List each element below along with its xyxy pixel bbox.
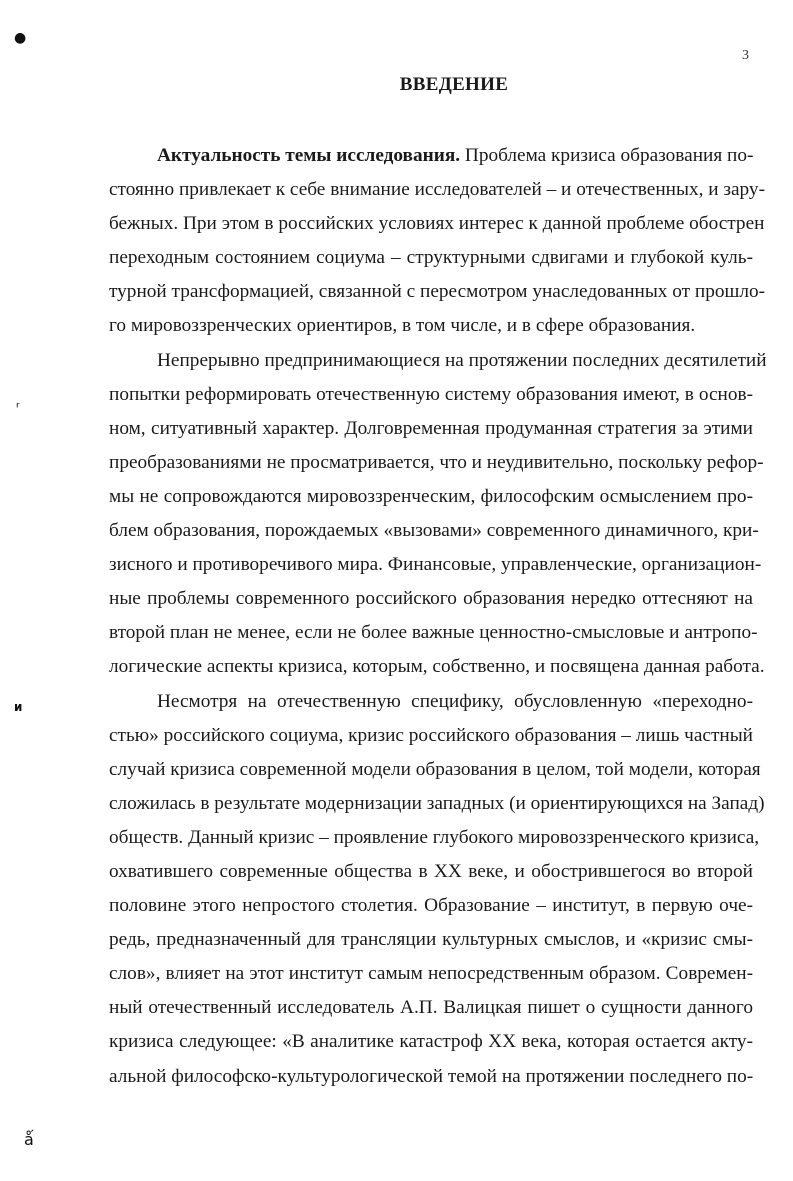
margin-mark: ●	[14, 30, 27, 46]
text-line: бежных. При этом в российских условиях интерес к данной проблеме обострен	[109, 213, 765, 235]
text-line: альной философско-культурологической темой на протяжении последнего по-	[109, 1065, 754, 1087]
page-number: 3	[742, 48, 749, 63]
text-line: попытки реформировать отечественную систему образования имеют, в основ-	[109, 383, 753, 405]
margin-mark: ǻ	[24, 1130, 34, 1149]
text-line: стью» российского социума, кризис российского образования – лишь частный	[109, 724, 753, 746]
text-line: сложилась в результате модернизации западных (и ориентирующихся на Запад)	[109, 792, 765, 814]
margin-mark: и	[14, 700, 23, 714]
text-line: половине этого непростого столетия. Образование – институт, в первую оче-	[109, 895, 753, 917]
text-line: ный отечественный исследователь А.П. Валицкая пишет о сущности данного	[109, 997, 753, 1019]
text-line: кризиса следующее: «В аналитике катастроф XX века, которая остается акту-	[109, 1031, 753, 1053]
text-line: мы не сопровождаются мировоззренческим, философским осмыслением про-	[109, 485, 753, 507]
text-line: стоянно привлекает к себе внимание исследователей – и отечественных, и зару-	[109, 179, 765, 201]
text-segment: Проблема кризиса образования по-	[460, 145, 754, 166]
text-line	[109, 139, 753, 173]
text-line: случай кризиса современной модели образования в целом, той модели, которая	[109, 758, 761, 780]
margin-mark: ʳ	[16, 400, 20, 416]
text-line: ном, ситуативный характер. Долговременная продуманная стратегия за этими	[109, 417, 753, 439]
text-line: второй план не менее, если не более важные ценностно-смысловые и антропо-	[109, 622, 758, 644]
text-line: обществ. Данный кризис – проявление глубокого мировоззренческого кризиса,	[109, 826, 760, 848]
page-title: ВВЕДЕНИЕ	[399, 74, 509, 95]
lead-in: Актуальность темы исследования.	[157, 145, 461, 166]
text-line: логические аспекты кризиса, которым, собственно, и посвящена данная работа.	[109, 656, 765, 678]
text-line: охватившего современные общества в XX веке, и обострившегося во второй	[109, 860, 753, 882]
text-line: блем образования, порождаемых «вызовами» современного динамичного, кри-	[109, 520, 759, 542]
text-line: ные проблемы современного российского образования нередко оттесняют на	[109, 588, 753, 610]
text-line: редь, предназначенный для трансляции культурных смыслов, и «кризис смы-	[109, 929, 753, 951]
text-line: Несмотря на отечественную специфику, обусловленную «переходно-	[157, 690, 753, 712]
text-line: преобразованиями не просматривается, что и неудивительно, поскольку рефор-	[109, 451, 764, 473]
text-line: зисного и противоречивого мира. Финансовые, управленческие, организацион-	[109, 554, 762, 576]
text-line: го мировоззренческих ориентиров, в том числе, и в сфере образования.	[109, 315, 696, 337]
text-line: турной трансформацией, связанной с пересмотром унаследованных от прошло-	[109, 281, 766, 303]
text-line: переходным состоянием социума – структурными сдвигами и глубокой куль-	[109, 247, 753, 269]
text-line: Непрерывно предпринимающиеся на протяжении последних десятилетий	[157, 349, 767, 371]
text-line: слов», влияет на этот институт самым непосредственным образом. Современ-	[109, 963, 753, 985]
document-body	[109, 139, 767, 1094]
